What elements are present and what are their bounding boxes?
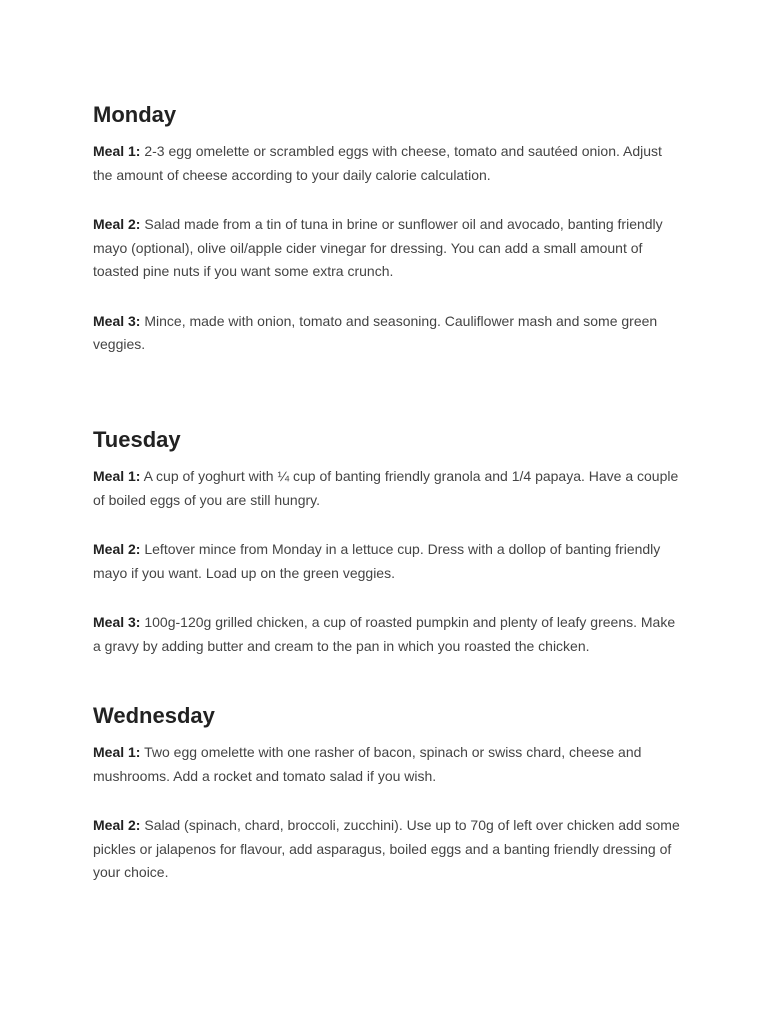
meal-text: Mince, made with onion, tomato and seasoning. Cauliflower mash and some green veggies. — [93, 312, 658, 352]
day-title: Tuesday — [93, 427, 181, 452]
meal-label: Meal 1: — [93, 744, 141, 760]
meal-text: Salad (spinach, chard, broccoli, zucchini). Use up to 70g of left over chicken add some pickles or jalapenos for flavour, add asparagus, boiled eggs and a banting friendly dressing of your choice. — [93, 817, 680, 880]
meal-text: Salad made from a tin of tuna in brine or sunflower oil and avocado, banting friendly mayo (optional), olive oil/apple cider vinegar for dressing. You can add a small amount of toasted pine nuts if you want some extra crunch. — [93, 216, 663, 279]
day-title: Monday — [93, 102, 177, 127]
meal-label: Meal 2: — [93, 817, 141, 833]
meal-text: A cup of yoghurt with ¼ cup of banting friendly granola and 1/4 papaya. Have a couple of boiled eggs of you are still hungry. — [93, 468, 679, 508]
meal-label: Meal 2: — [93, 541, 141, 557]
day-title: Wednesday — [93, 703, 215, 728]
day-section-tuesday — [93, 426, 683, 658]
meal-text: Two egg omelette with one rasher of bacon, spinach or swiss chard, cheese and mushrooms. Add a rocket and tomato salad if you wish. — [93, 744, 642, 784]
meal-label: Meal 3: — [93, 312, 141, 329]
day-section-wednesday — [93, 702, 683, 885]
meal-entry — [93, 213, 683, 284]
meal-entry — [93, 538, 683, 585]
day-section-monday — [93, 101, 683, 357]
meal-label: Meal 1: — [93, 468, 141, 484]
meal-entry — [93, 814, 683, 885]
meal-entry — [93, 465, 683, 512]
meal-entry — [93, 140, 683, 187]
meal-label: Meal 3: — [93, 614, 141, 630]
meal-label: Meal 2: — [93, 216, 141, 232]
meal-text: Leftover mince from Monday in a lettuce cup. Dress with a dollop of banting friendly mayo if you want. Load up on the green veggies. — [93, 541, 661, 581]
meal-label: Meal 1: — [93, 143, 141, 159]
meal-entry — [93, 741, 683, 788]
meal-text: 100g-120g grilled chicken, a cup of roasted pumpkin and plenty of leafy greens. Make a gravy by adding butter and cream to the pan in which you roasted the chicken. — [93, 614, 676, 654]
meal-entry — [93, 310, 683, 357]
meal-entry — [93, 611, 683, 658]
meal-text: 2-3 egg omelette or scrambled eggs with cheese, tomato and sautéed onion. Adjust the amount of cheese according to your daily calorie calculation. — [93, 143, 662, 183]
